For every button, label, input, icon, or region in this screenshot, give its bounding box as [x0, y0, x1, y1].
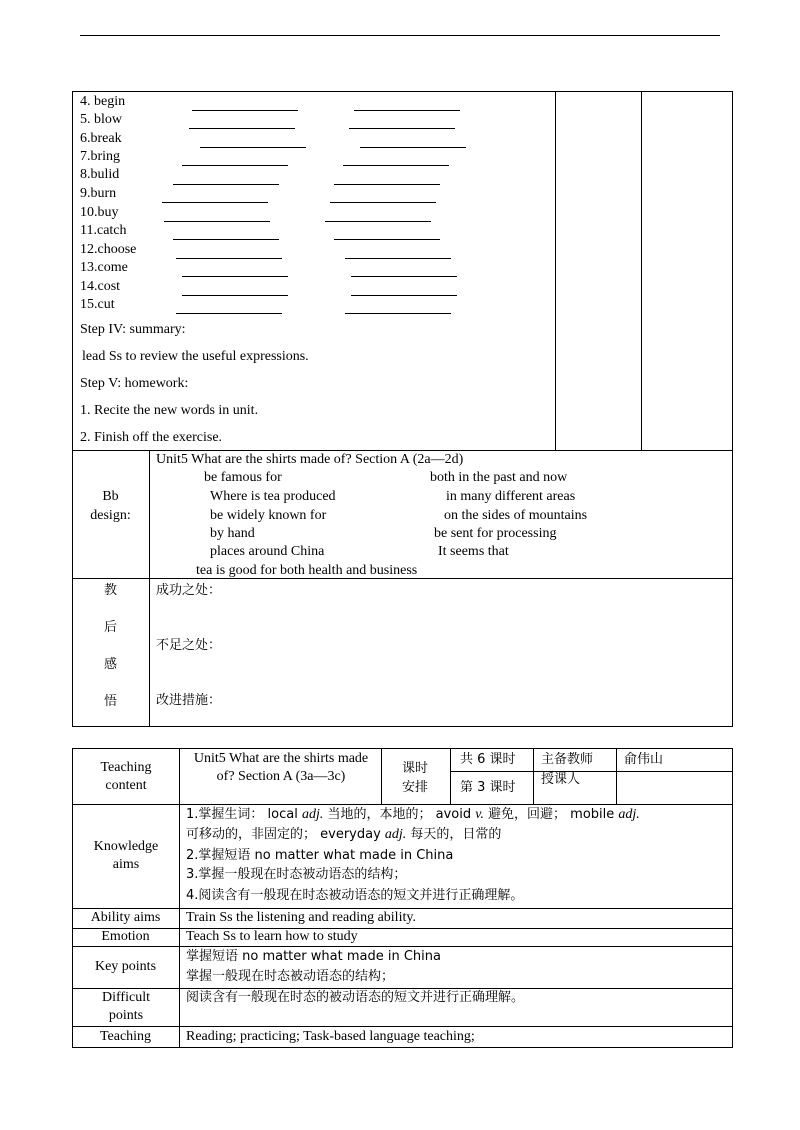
answer-blank[interactable] — [354, 110, 460, 111]
answer-blank[interactable] — [351, 276, 457, 277]
knowledge-item: 4.阅读含有一般现在时态被动语态的短文并进行正确理解。 — [186, 888, 524, 903]
verb-item: 14.cost — [80, 279, 121, 294]
answer-blank[interactable] — [176, 258, 282, 259]
answer-blank[interactable] — [182, 276, 288, 277]
table-border — [450, 771, 733, 772]
step4-text: lead Ss to review the useful expressions. — [82, 349, 309, 364]
knowledge-item: 2.掌握短语 no matter what made in China — [186, 848, 454, 863]
table-border — [616, 748, 617, 804]
answer-blank[interactable] — [345, 258, 451, 259]
step5-title: Step V: homework: — [80, 376, 189, 391]
knowledge-item: 3.掌握一般现在时态被动语态的结构； — [186, 867, 407, 882]
key-point: 掌握短语 no matter what made in China — [186, 949, 441, 964]
table-border — [450, 748, 451, 804]
main-teacher-label: 主备教师 — [541, 752, 594, 767]
key-point: 掌握一般现在时态被动语态的结构； — [186, 969, 395, 984]
verb-item: 15.cut — [80, 297, 115, 312]
reflection-shortage: 不足之处： — [156, 638, 222, 653]
bb-label: Bb — [102, 489, 119, 504]
verb-item: 11.catch — [80, 223, 127, 238]
answer-blank[interactable] — [334, 184, 440, 185]
answer-blank[interactable] — [192, 110, 298, 111]
teaching-method: Reading; practicing; Task-based language teaching; — [186, 1029, 475, 1044]
difficult-points-label: Difficult points — [102, 990, 150, 1023]
bb-title: Unit5 What are the shirts made of? Section A (2a—2d) — [156, 452, 464, 467]
bb-right-item: on the sides of mountains — [444, 508, 588, 523]
table-border — [555, 91, 556, 451]
bb-left-item: be widely known for — [210, 508, 327, 523]
total-lessons: 共 6 课时 — [460, 752, 516, 767]
verb-item: 13.come — [80, 260, 128, 275]
schedule-label: 课时安排 — [401, 761, 428, 795]
knowledge-item: 可移动的，非固定的； everyday adj. 每天的，日常的 — [186, 827, 502, 842]
reflection-label-char: 感 — [103, 657, 117, 672]
answer-blank[interactable] — [330, 202, 436, 203]
table-border — [179, 748, 180, 1048]
verb-item: 12.choose — [80, 242, 137, 257]
table-border — [72, 804, 733, 805]
bb-right-item: be sent for processing — [434, 526, 557, 541]
verb-item: 7.bring — [80, 149, 121, 164]
answer-blank[interactable] — [200, 147, 306, 148]
answer-blank[interactable] — [173, 239, 279, 240]
answer-blank[interactable] — [351, 295, 457, 296]
main-teacher-name: 俞伟山 — [624, 752, 664, 767]
answer-blank[interactable] — [343, 165, 449, 166]
answer-blank[interactable] — [182, 165, 288, 166]
bb-left-item: be famous for — [204, 470, 282, 485]
difficult-point: 阅读含有一般现在时态的被动语态的短文并进行正确理解。 — [186, 990, 525, 1005]
bb-right-item: It seems that — [438, 544, 509, 559]
answer-blank[interactable] — [345, 313, 451, 314]
key-points-label: Key points — [94, 959, 157, 974]
table-border — [533, 748, 534, 804]
verb-item: 5. blow — [80, 112, 122, 127]
header-rule — [80, 35, 720, 36]
verb-item: 9.burn — [80, 186, 117, 201]
step4-title: Step IV: summary: — [80, 322, 186, 337]
emotion-text: Teach Ss to learn how to study — [186, 929, 358, 944]
ability-text: Train Ss the listening and reading ability. — [186, 910, 416, 925]
table-border — [149, 450, 150, 727]
answer-blank[interactable] — [176, 313, 282, 314]
table-border — [72, 946, 733, 947]
bb-last-line: tea is good for both health and business — [196, 563, 418, 578]
answer-blank[interactable] — [360, 147, 466, 148]
reflection-label-char: 教 — [103, 583, 117, 598]
knowledge-item: 1.掌握生词： local adj. 当地的，本地的； avoid v. 避免，回避； mobile adj. — [186, 807, 640, 822]
homework-item: 1. Recite the new words in unit. — [80, 403, 259, 418]
answer-blank[interactable] — [164, 221, 270, 222]
answer-blank[interactable] — [334, 239, 440, 240]
verb-item: 6.break — [80, 131, 122, 146]
unit-title: Unit5 What are the shirts made of? Section A (3a—3c) — [193, 751, 369, 784]
table-border — [72, 1026, 733, 1027]
reflection-label-char: 后 — [103, 620, 117, 635]
verb-item: 10.buy — [80, 205, 119, 220]
answer-blank[interactable] — [325, 221, 431, 222]
knowledge-aims-label: Knowledge aims — [93, 839, 159, 872]
bb-right-item: both in the past and now — [430, 470, 568, 485]
answer-blank[interactable] — [189, 128, 295, 129]
table-border — [641, 91, 642, 451]
verb-item: 4. begin — [80, 94, 126, 109]
emotion-label: Emotion — [101, 929, 150, 944]
teaching-content-label: Teaching content — [100, 760, 152, 793]
bb-right-item: in many different areas — [446, 489, 576, 504]
verb-item: 8.bulid — [80, 167, 120, 182]
ability-label: Ability aims — [90, 910, 161, 925]
answer-blank[interactable] — [173, 184, 279, 185]
current-lesson: 第 3 课时 — [460, 780, 516, 795]
reflection-improve: 改进措施： — [156, 693, 222, 708]
bb-left-item: places around China — [210, 544, 325, 559]
answer-blank[interactable] — [182, 295, 288, 296]
bb-left-item: by hand — [210, 526, 255, 541]
answer-blank[interactable] — [162, 202, 268, 203]
reflection-success: 成功之处： — [156, 583, 222, 598]
bb-left-item: Where is tea produced — [210, 489, 336, 504]
teaching-method-label: Teaching — [99, 1029, 152, 1044]
bb-label: design: — [90, 508, 131, 523]
homework-item: 2. Finish off the exercise. — [80, 430, 223, 445]
table-border — [381, 748, 382, 804]
lecturer-label: 授课人 — [541, 772, 581, 787]
answer-blank[interactable] — [349, 128, 455, 129]
reflection-label-char: 悟 — [103, 694, 117, 709]
